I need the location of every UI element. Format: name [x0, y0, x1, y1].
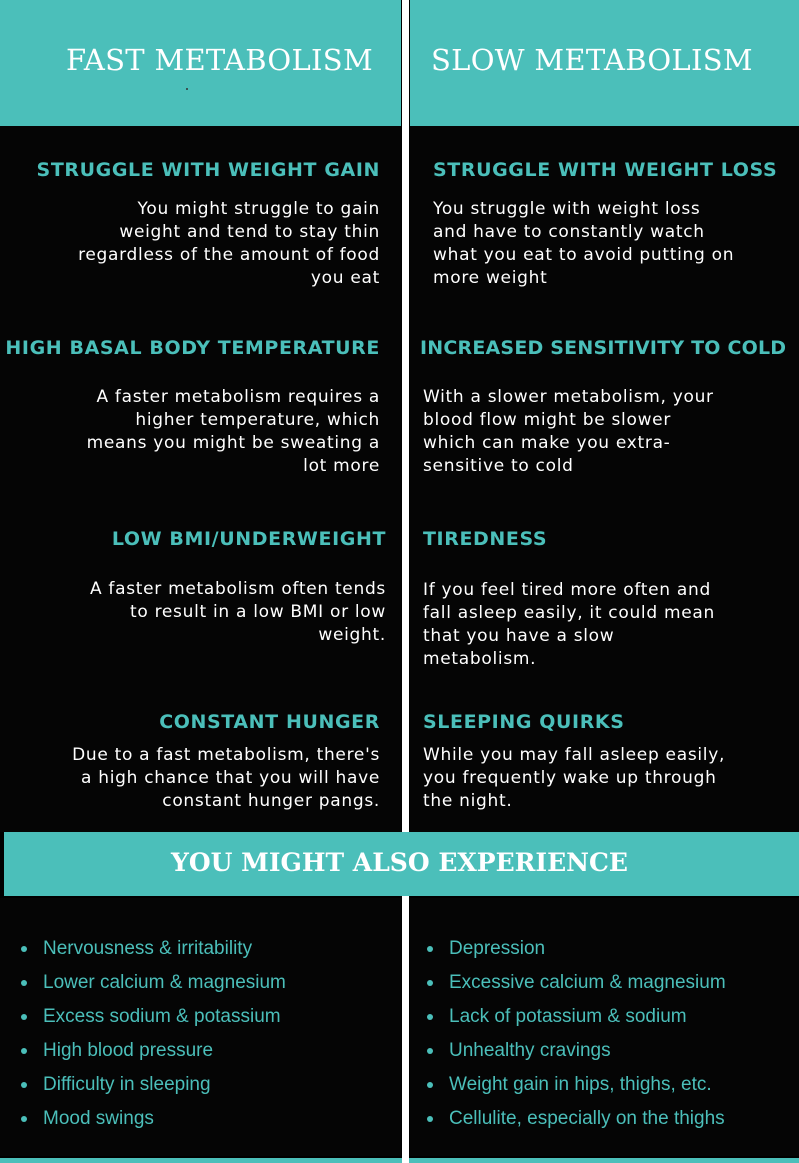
- bullet-dot-icon: [427, 980, 433, 986]
- body-line: You struggle with weight loss: [433, 199, 701, 219]
- body-line: weight.: [318, 625, 386, 645]
- body-line: With a slower metabolism, your: [423, 387, 714, 407]
- body-line: fall asleep easily, it could mean: [423, 603, 715, 623]
- experience-banner-title: YOU MIGHT ALSO EXPERIENCE: [171, 848, 628, 877]
- body-line: means you might be sweating a: [86, 433, 380, 453]
- body-line: weight and tend to stay thin: [119, 222, 380, 242]
- list-item-text: High blood pressure: [43, 1040, 214, 1061]
- fast-section-title: STRUGGLE WITH WEIGHT GAIN: [36, 159, 380, 181]
- fast-section-body: [50, 386, 380, 478]
- list-item: [21, 1107, 286, 1141]
- list-item: [21, 1073, 286, 1107]
- fast-section-body: [56, 578, 386, 647]
- list-item-text: Excess sodium & potassium: [43, 1006, 281, 1027]
- list-item: [427, 1005, 726, 1039]
- fast-experience-list: [21, 937, 286, 1141]
- body-line: you frequently wake up through: [423, 768, 717, 788]
- slow-metabolism-title: SLOW METABOLISM: [431, 43, 753, 77]
- list-item-text: Weight gain in hips, thighs, etc.: [449, 1074, 712, 1095]
- bullet-dot-icon: [21, 946, 27, 952]
- bullet-dot-icon: [21, 1116, 27, 1122]
- body-line: which can make you extra-: [423, 433, 671, 453]
- list-item: [427, 1039, 726, 1073]
- bullet-dot-icon: [21, 1048, 27, 1054]
- body-line: metabolism.: [423, 649, 537, 669]
- body-line: A faster metabolism requires a: [96, 387, 380, 407]
- column-divider-top: [402, 0, 409, 832]
- slow-section-body: [423, 579, 783, 671]
- slow-section-title: SLEEPING QUIRKS: [423, 711, 625, 733]
- list-item: [21, 1005, 286, 1039]
- bullet-dot-icon: [427, 946, 433, 952]
- body-line: what you eat to avoid putting on: [433, 245, 735, 265]
- list-item-text: Mood swings: [43, 1108, 154, 1129]
- body-line: the night.: [423, 791, 513, 811]
- body-line: sensitive to cold: [423, 456, 574, 476]
- list-item-text: Depression: [449, 938, 546, 959]
- fast-section-body: [50, 198, 380, 290]
- list-item: [21, 937, 286, 971]
- list-item-text: Lower calcium & magnesium: [43, 972, 286, 993]
- bullet-dot-icon: [427, 1082, 433, 1088]
- fast-section-title: CONSTANT HUNGER: [159, 711, 380, 733]
- body-line: You might struggle to gain: [137, 199, 380, 219]
- fast-metabolism-title: FAST METABOLISM: [66, 43, 373, 77]
- slow-section-body: [423, 744, 783, 813]
- fast-section-title: LOW BMI/UNDERWEIGHT: [111, 528, 386, 550]
- list-item: [427, 1073, 726, 1107]
- slow-section-title: INCREASED SENSITIVITY TO COLD: [420, 337, 787, 359]
- slow-section-body: [423, 386, 783, 478]
- slow-experience-list: [427, 937, 726, 1141]
- body-line: to result in a low BMI or low: [130, 602, 386, 622]
- slow-section-body: [433, 198, 783, 290]
- body-line: A faster metabolism often tends: [89, 579, 386, 599]
- body-line: you eat: [310, 268, 380, 288]
- bullet-dot-icon: [427, 1116, 433, 1122]
- list-item-text: Difficulty in sleeping: [43, 1074, 211, 1095]
- bullet-dot-icon: [427, 1014, 433, 1020]
- list-item: [21, 971, 286, 1005]
- body-line: a high chance that you will have: [81, 768, 380, 788]
- list-item-text: Excessive calcium & magnesium: [449, 972, 726, 993]
- body-line: more weight: [433, 268, 548, 288]
- list-item-text: Unhealthy cravings: [449, 1040, 611, 1061]
- body-line: While you may fall asleep easily,: [423, 745, 726, 765]
- header-speck: [186, 88, 188, 90]
- body-line: lot more: [303, 456, 380, 476]
- list-item: [427, 1107, 726, 1141]
- body-line: blood flow might be slower: [423, 410, 672, 430]
- list-item-text: Nervousness & irritability: [43, 938, 253, 959]
- list-item: [21, 1039, 286, 1073]
- list-item: [427, 937, 726, 971]
- body-line: If you feel tired more often and: [423, 580, 711, 600]
- body-line: higher temperature, which: [135, 410, 380, 430]
- column-divider-bottom: [402, 896, 409, 1163]
- body-line: Due to a fast metabolism, there's: [72, 745, 380, 765]
- list-item-text: Cellulite, especially on the thighs: [449, 1108, 725, 1129]
- bullet-dot-icon: [21, 1014, 27, 1020]
- fast-section-body: [50, 744, 380, 813]
- bullet-dot-icon: [21, 1082, 27, 1088]
- slow-section-title: TIREDNESS: [423, 528, 548, 550]
- slow-section-title: STRUGGLE WITH WEIGHT LOSS: [433, 159, 778, 181]
- body-line: regardless of the amount of food: [78, 245, 380, 265]
- list-item-text: Lack of potassium & sodium: [449, 1006, 687, 1027]
- fast-section-title: HIGH BASAL BODY TEMPERATURE: [5, 337, 380, 359]
- bullet-dot-icon: [427, 1048, 433, 1054]
- list-item: [427, 971, 726, 1005]
- bullet-dot-icon: [21, 980, 27, 986]
- body-line: constant hunger pangs.: [162, 791, 380, 811]
- bottom-strip: [0, 1158, 799, 1163]
- body-line: and have to constantly watch: [433, 222, 705, 242]
- body-line: that you have a slow: [423, 626, 615, 646]
